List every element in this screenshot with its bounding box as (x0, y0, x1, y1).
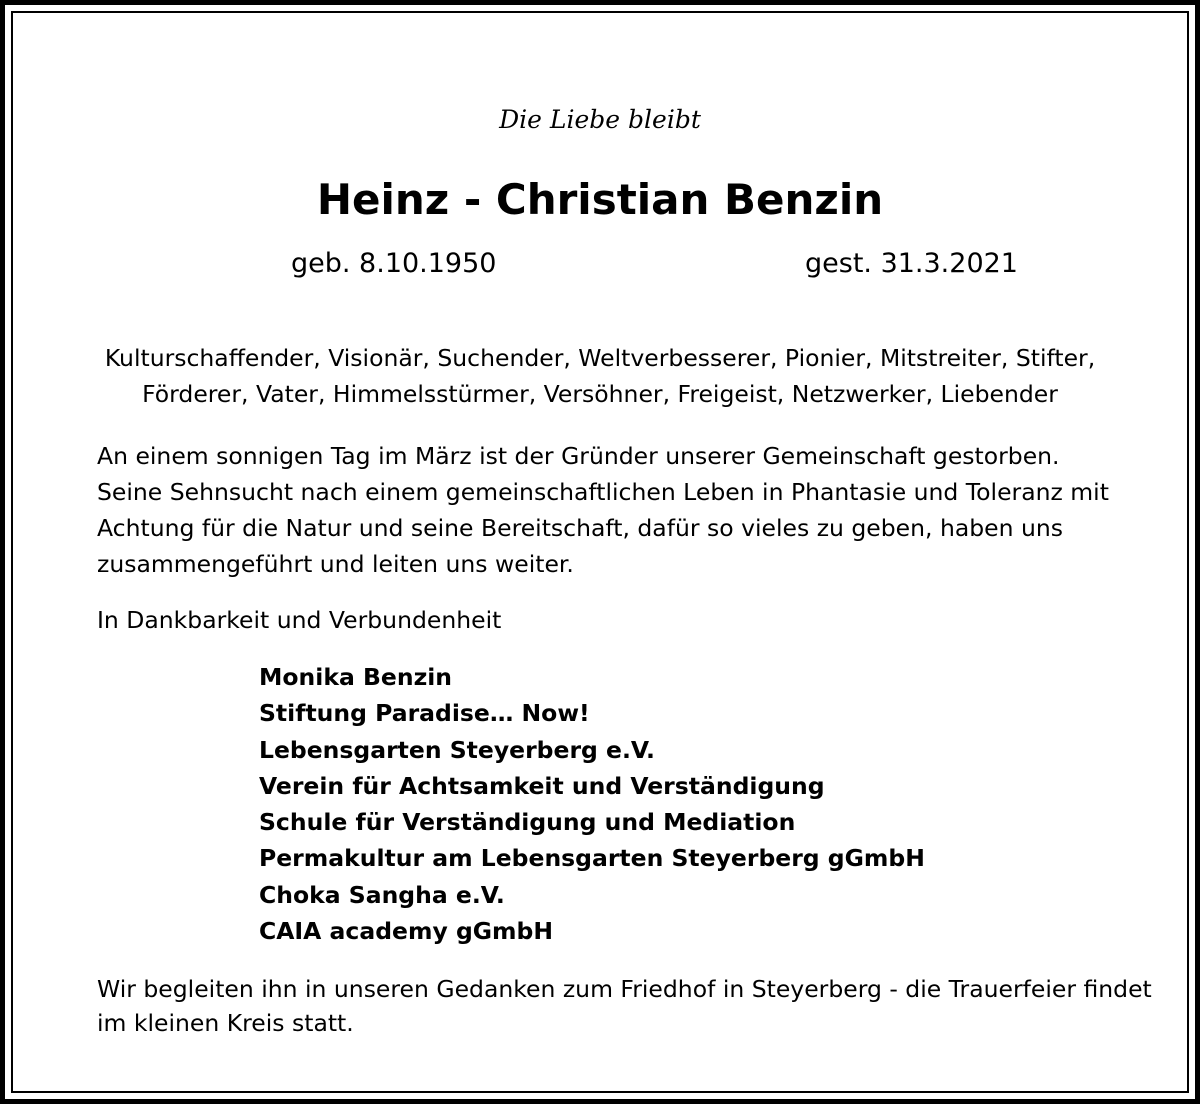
attributes-line: Förderer, Vater, Himmelsstürmer, Versöhner, Freigeist, Netzwerker, Liebender (142, 380, 1058, 408)
message-line: Achtung für die Natur und seine Bereitschaft, dafür so vieles zu geben, haben uns (97, 514, 1064, 542)
death-date: gest. 31.3.2021 (805, 248, 1018, 279)
birth-date: geb. 8.10.1950 (291, 248, 497, 279)
deceased-name: Heinz - Christian Benzin (316, 175, 884, 224)
attributes-line: Kulturschaffender, Visionär, Suchender, Weltverbesserer, Pionier, Mitstreiter, Stifter, (104, 344, 1096, 372)
signer-item: Choka Sangha e.V. (259, 880, 505, 909)
motto: Die Liebe bleibt (499, 105, 701, 134)
closing-line: im kleinen Kreis statt. (97, 1009, 354, 1037)
closing-line: Wir begleiten ihn in unseren Gedanken zum Friedhof in Steyerberg - die Trauerfeier findet (97, 975, 1152, 1003)
gratitude-line: In Dankbarkeit und Verbundenheit (97, 606, 502, 634)
attributes-block (60, 340, 1140, 412)
message-line: zusammengeführt und leiten uns weiter. (97, 550, 574, 578)
signer-item: CAIA academy gGmbH (259, 917, 554, 946)
signers-list (259, 659, 925, 949)
signer-item: Monika Benzin (259, 663, 453, 691)
signer-item: Stiftung Paradise… Now! (259, 699, 590, 728)
signer-item: Verein für Achtsamkeit und Verständigung (259, 771, 825, 800)
message-paragraph (97, 438, 1157, 582)
closing-paragraph (97, 972, 1157, 1040)
signer-item: Lebensgarten Steyerberg e.V. (259, 735, 655, 764)
message-line: Seine Sehnsucht nach einem gemeinschaftlichen Leben in Phantasie und Toleranz mit (97, 478, 1109, 506)
signer-item: Schule für Verständigung und Mediation (259, 808, 796, 837)
message-line: An einem sonnigen Tag im März ist der Gründer unserer Gemeinschaft gestorben. (97, 442, 1060, 470)
signer-item: Permakultur am Lebensgarten Steyerberg gGmbH (259, 844, 925, 873)
